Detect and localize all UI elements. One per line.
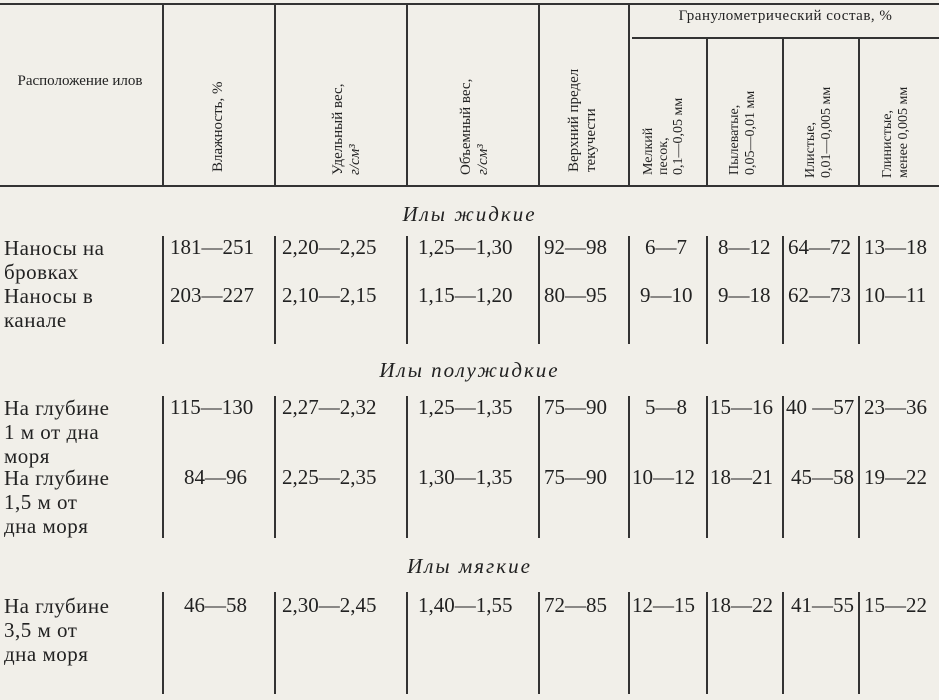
cell-silt: 8—12 [718, 235, 771, 259]
column-divider [858, 592, 860, 694]
header-fraction-mud: Илистые, 0,01—0,005 мм [803, 86, 834, 178]
cell-liquid-limit: 72—85 [544, 593, 607, 617]
column-divider [628, 236, 630, 344]
cell-moisture: 84—96 [184, 465, 247, 489]
column-divider [162, 236, 164, 344]
cell-specific-weight: 2,27—2,32 [282, 395, 377, 419]
header-divider [628, 3, 630, 186]
cell-specific-weight: 2,20—2,25 [282, 235, 377, 259]
cell-fine-sand: 6—7 [645, 235, 687, 259]
cell-bulk-weight: 1,30—1,35 [418, 465, 513, 489]
header-divider [406, 3, 408, 186]
column-divider [538, 592, 540, 694]
row-location: На глубине 1,5 м от дна моря [4, 466, 110, 538]
section-title: Илы полужидкие [379, 358, 560, 382]
cell-clay: 23—36 [864, 395, 927, 419]
cell-liquid-limit: 75—90 [544, 465, 607, 489]
column-divider [538, 396, 540, 538]
cell-moisture: 181—251 [170, 235, 254, 259]
header-bulk-weight: Объемный вес, г/см³ [458, 78, 491, 175]
column-divider [706, 396, 708, 538]
cell-bulk-weight: 1,15—1,20 [418, 283, 513, 307]
header-divider [162, 3, 164, 186]
column-divider [858, 396, 860, 538]
column-divider [628, 592, 630, 694]
column-divider [406, 592, 408, 694]
cell-liquid-limit: 75—90 [544, 395, 607, 419]
granulometric-subheader-rule [632, 37, 939, 39]
header-fraction-clay: Глинистые, менее 0,005 мм [880, 86, 911, 178]
cell-specific-weight: 2,25—2,35 [282, 465, 377, 489]
column-divider [706, 592, 708, 694]
header-fraction-fine-sand: Мелкий песок, 0,1—0,05 мм [641, 97, 686, 175]
column-divider [162, 396, 164, 538]
cell-clay: 13—18 [864, 235, 927, 259]
cell-liquid-limit: 92—98 [544, 235, 607, 259]
header-specific-weight: Удельный вес, г/см³ [330, 83, 363, 175]
cell-silt: 18—21 [710, 465, 773, 489]
header-moisture: Влажность, % [210, 81, 226, 172]
cell-bulk-weight: 1,40—1,55 [418, 593, 513, 617]
cell-fine-sand: 12—15 [632, 593, 695, 617]
column-divider [538, 236, 540, 344]
column-divider [274, 236, 276, 344]
cell-liquid-limit: 80—95 [544, 283, 607, 307]
row-location: Наносы в канале [4, 284, 94, 332]
column-divider [706, 236, 708, 344]
cell-specific-weight: 2,30—2,45 [282, 593, 377, 617]
column-divider [274, 592, 276, 694]
header-granulometric: Гранулометрический состав, % [678, 8, 893, 24]
column-divider [162, 592, 164, 694]
column-divider [782, 592, 784, 694]
column-divider [628, 396, 630, 538]
cell-moisture: 46—58 [184, 593, 247, 617]
header-divider [706, 37, 708, 186]
column-divider [406, 236, 408, 344]
cell-clay: 10—11 [864, 283, 927, 307]
header-divider [538, 3, 540, 186]
cell-bulk-weight: 1,25—1,30 [418, 235, 513, 259]
cell-moisture: 115—130 [170, 395, 254, 419]
column-divider [782, 236, 784, 344]
cell-mud: 45—58 [791, 465, 854, 489]
row-location: На глубине 1 м от дна моря [4, 396, 110, 468]
cell-silt: 18—22 [710, 593, 773, 617]
cell-fine-sand: 9—10 [640, 283, 693, 307]
cell-fine-sand: 10—12 [632, 465, 695, 489]
header-divider [274, 3, 276, 186]
cell-clay: 15—22 [864, 593, 927, 617]
row-location: Наносы на бровках [4, 236, 105, 284]
cell-mud: 64—72 [788, 235, 851, 259]
cell-specific-weight: 2,10—2,15 [282, 283, 377, 307]
row-location: На глубине 3,5 м от дна моря [4, 594, 110, 666]
header-bottom-rule [0, 185, 939, 187]
column-divider [274, 396, 276, 538]
cell-moisture: 203—227 [170, 283, 254, 307]
column-divider [858, 236, 860, 344]
header-liquid-limit: Верхний предел текучести [566, 68, 599, 172]
header-location: Расположение илов [17, 73, 143, 89]
cell-bulk-weight: 1,25—1,35 [418, 395, 513, 419]
column-divider [782, 396, 784, 538]
header-divider [858, 37, 860, 186]
cell-fine-sand: 5—8 [645, 395, 687, 419]
section-title: Илы мягкие [407, 554, 532, 578]
header-top-rule [0, 3, 939, 5]
cell-mud: 40 —57 [786, 395, 855, 419]
cell-mud: 62—73 [788, 283, 851, 307]
header-divider [782, 37, 784, 186]
cell-clay: 19—22 [864, 465, 927, 489]
column-divider [406, 396, 408, 538]
cell-mud: 41—55 [791, 593, 854, 617]
cell-silt: 15—16 [710, 395, 773, 419]
header-fraction-silt: Пылеватые, 0,05—0,01 мм [727, 90, 758, 175]
section-title: Илы жидкие [402, 202, 537, 226]
cell-silt: 9—18 [718, 283, 771, 307]
